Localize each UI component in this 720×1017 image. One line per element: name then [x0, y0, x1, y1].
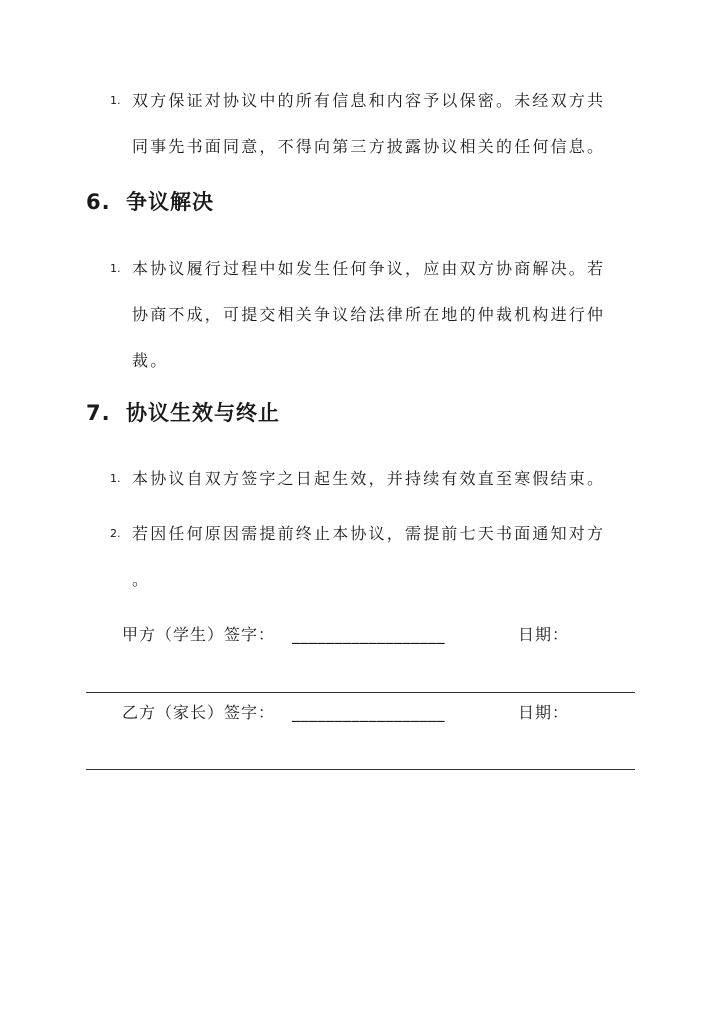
- divider-line: [86, 692, 635, 693]
- list-item-text: 本协议自双方签字之日起生效，并持续有效直至寒假结束。: [132, 469, 606, 488]
- signature-blank[interactable]: __________________: [292, 625, 445, 644]
- list-number: 2.: [110, 527, 121, 540]
- list-number: 1.: [110, 94, 121, 107]
- divider-line: [86, 769, 635, 770]
- section-title: 协议生效与终止: [126, 401, 280, 425]
- list-item-text: 双方保证对协议中的所有信息和内容予以保密。未经双方共 同事先书面同意，不得向第三方披露协议相关的任何信息。: [132, 91, 606, 156]
- signature-blank[interactable]: __________________: [292, 703, 445, 722]
- list-item-text: 若因任何原因需提前终止本协议，需提前七天书面通知对方 。: [132, 524, 606, 589]
- section-number: 7.: [86, 401, 111, 425]
- date-label: 日期：: [518, 703, 570, 722]
- section-heading-effect-termination: [86, 398, 280, 428]
- list-number: 1.: [110, 472, 121, 485]
- section-heading-dispute: [86, 187, 214, 217]
- section-number: 6.: [86, 190, 111, 214]
- effect-item-1: [110, 456, 630, 502]
- signature-label: 甲方（学生）签字：: [122, 625, 276, 644]
- termination-item-2: [110, 511, 630, 603]
- signature-label: 乙方（家长）签字：: [122, 703, 276, 722]
- confidentiality-item-1: [110, 78, 630, 170]
- list-number: 1.: [110, 262, 121, 275]
- date-label: 日期：: [518, 625, 570, 644]
- list-item-text: 本协议履行过程中如发生任何争议，应由双方协商解决。若 协商不成，可提交相关争议给法律所在地的仲裁机构进行仲 裁。: [132, 259, 606, 370]
- dispute-item-1: [110, 246, 630, 384]
- section-title: 争议解决: [126, 190, 214, 214]
